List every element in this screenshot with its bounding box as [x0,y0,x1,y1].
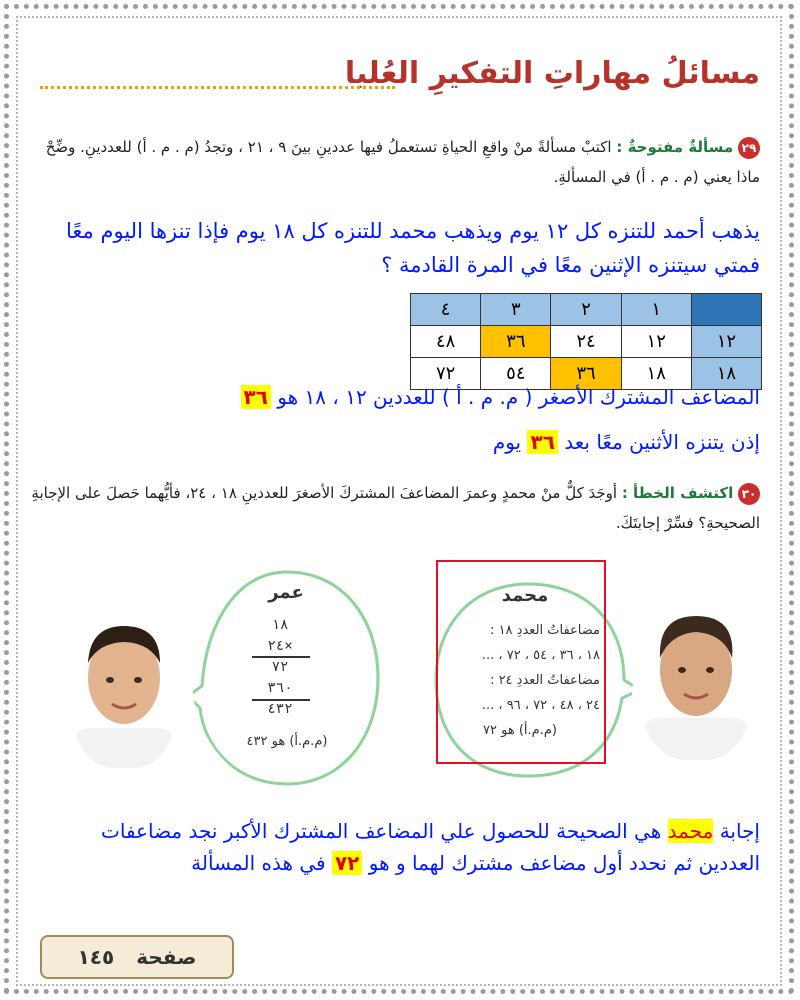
lcm-value-highlight: ٣٦ [241,385,271,409]
mohamed-line-4: ٢٤ ، ٤٨ ، ٧٢ ، ٩٦ ، ... [481,698,600,713]
table-header-cell: ٢ [551,294,621,326]
question-number-30: ٣٠ [738,483,760,505]
omar-result: (م.م.أ) هو ٤٣٢ [246,734,328,749]
omar-calculation [230,615,330,720]
mohamed-calculation [440,618,600,743]
together-prefix: إذن يتنزه الأثنين معًا بعد [564,430,760,454]
omar-line-4: ٣٦٠ [267,680,293,696]
question-29-text: اكتبْ مسألةً منْ واقعِ الحياةِ تستعملُ فيها عددينِ بينَ ٩ ، ٢١ ، وتجدُ (م . م . أ) للعددينِ. وضِّحْ ماذا يعني (م . م . أ) في المسألةِ. [45,138,760,186]
omar-rule-1 [252,656,310,658]
multiples-table [410,293,762,390]
omar-line-5: ٤٣٢ [267,701,293,717]
answer-1-problem: يذهب أحمد للتنزه كل ١٢ يوم ويذهب محمد للتنزه كل ١٨ يوم فإذا تنزها اليوم معًا فمتي سيتنزه الإثنين معًا في المرة القادمة ؟ [66,219,760,277]
question-number-29: ٢٩ [738,137,760,159]
table-cell: ٧٢ [411,358,481,390]
table-cell: ٤٨ [411,326,481,358]
table-header-cell: ١ [621,294,691,326]
mohamed-line-2: ١٨ ، ٣٦ ، ٥٤ ، ٧٢ ، ... [481,648,600,663]
table-cell: ٥٤ [481,358,551,390]
page-number: ١٤٥ [77,945,115,969]
title-dotted-rule [40,86,395,89]
page-label: صفحة [136,945,197,969]
answer-2-middle: هي الصحيحة للحصول علي المضاعف المشترك الأكبر نجد مضاعفات العددين ثم نحدد أول مضاعف مشترك لهما و هو [101,819,760,875]
mohamed-name: محمد [501,585,549,606]
table-cell: ١٢ [621,326,691,358]
lcm-statement-text: المضاعف المشترك الأصغر ( م. م . أ ) للعددين ١٢ ، ١٨ هو [277,385,760,409]
question-29-label: مسألةٌ مفتوحةٌ : [616,138,734,156]
answer-2-name-highlight: محمد [667,819,714,843]
question-30 [25,478,760,538]
table-cell-highlight: ٣٦ [481,326,551,358]
omar-line-1: ١٨ [271,617,289,633]
lcm-statement [241,385,760,409]
page-number-badge [40,935,234,979]
table-header-cell: ٤ [411,294,481,326]
question-29 [40,132,760,192]
table-row-label: ١٢ [691,326,761,358]
section-title: مسائلُ مهاراتِ التفكيرِ العُليا [344,56,760,91]
table-row [411,326,762,358]
mohamed-line-3: مضاعفاتُ العددِ ٢٤ : [490,673,600,688]
answer-2-suffix: في هذه المسألة [191,851,326,875]
omar-line-2: ٢٤× [267,638,293,654]
together-value-highlight: ٣٦ [527,430,557,454]
boy-mohamed-illustration [640,600,752,760]
question-30-text: أوجَدَ كلٌّ منْ محمدٍ وعمرَ المضاعفَ المشتركَ الأصغرَ للعددينِ ١٨ ، ٢٤، فأيُّهما حَصلَ على الإجابةِ الصحيحةِ؟ فسِّرْ إجابتَكَ. [31,484,760,532]
boy-omar-illustration [70,608,178,768]
table-header-row [411,294,762,326]
table-header-cell: ٣ [481,294,551,326]
table-cell-highlight: ٣٦ [551,358,621,390]
together-suffix: يوم [492,430,522,454]
mohamed-line-1: مضاعفاتُ العددِ ١٨ : [490,623,600,638]
omar-name: عمر [268,582,304,603]
table-cell: ٢٤ [551,326,621,358]
together-statement [493,430,760,454]
answer-2-prefix: إجابة [719,819,760,843]
answer-2 [40,815,760,879]
table-header-times: × [691,294,761,326]
omar-rule-2 [252,699,310,701]
question-30-label: اكتشف الخطأ : [621,484,734,502]
omar-line-3: ٧٢ [271,659,289,675]
table-row-label: ١٨ [691,358,761,390]
answer-2-value-highlight: ٧٢ [332,851,362,875]
mohamed-line-5: (م.م.أ) هو ٧٢ [483,723,557,738]
table-cell: ١٨ [621,358,691,390]
